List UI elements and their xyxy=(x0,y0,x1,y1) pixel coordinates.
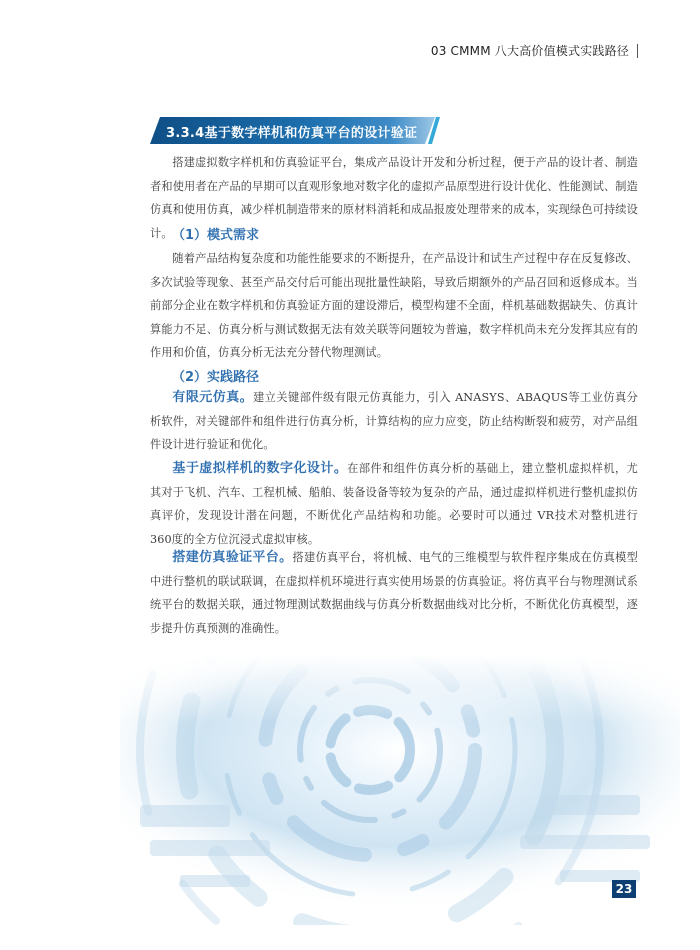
practice-item-simulation-platform xyxy=(150,546,638,640)
mode-demand-paragraph: 随着产品结构复杂度和功能性能要求的不断提升，在产品设计和试生产过程中存在反复修改、多次试验等现象、甚至产品交付后可能出现批量性缺陷，导致后期额外的产品召回和返修成本。当前部分企业在数字样机和仿真验证方面的建设滞后，模型构建不全面，样机基础数据缺失、仿真计算能力不足、仿真分析与测试数据无法有效关联等问题较为普遍，数字样机尚未充分发挥其应有的作用和价值，仿真分析无法充分替代物理测试。 xyxy=(150,252,638,359)
practice-item-fea xyxy=(150,386,638,457)
section-title: 3.3.4基于数字样机和仿真平台的设计验证 xyxy=(166,126,418,141)
practice-item-text: 在部件和组件仿真分析的基础上，建立整机虚拟样机，尤其对于飞机、汽车、工程机械、船舶、装备设备等较为复杂的产品，通过虚拟样机进行整机虚拟仿真评价，发现设计潜在问题，不断优化产品结构和功能。必要时可以通过 VR技术对整机进行 360度的全方位沉浸式虚拟审核。 xyxy=(150,462,638,546)
section-intro-paragraph: 搭建虚拟数字样机和仿真验证平台，集成产品设计开发和分析过程，便于产品的设计者、制造者和使用者在产品的早期可以直观形象地对数字化的虚拟产品原型进行设计优化、性能测试、制造仿真和使用仿真，减少样机制造带来的原材料消耗和成品报废处理带来的成本，实现绿色可持续设计。 xyxy=(150,156,638,240)
running-header: 03 CMMM 八大高价值模式实践路径 xyxy=(431,44,638,58)
practice-item-text: 建立关键部件级有限元仿真能力，引入 ANASYS、ABAQUS等工业仿真分析软件，对关键部件和组件进行仿真分析，计算结构的应力应变，防止结构断裂和疲劳，对产品组件设计进行验证和优化。 xyxy=(150,391,638,451)
practice-item-text: 搭建仿真平台，将机械、电气的三维模型与软件程序集成在仿真模型中进行整机的联试联调，在虚拟样机环境进行真实使用场景的仿真验证。将仿真平台与物理测试系统平台的数据关联，通过物理测试数据曲线与仿真分析数据曲线对比分析，不断优化仿真模型，逐步提升仿真预测的准确性。 xyxy=(150,551,638,635)
page-number-badge: 23 xyxy=(612,880,636,898)
tech-circle-graphic xyxy=(120,655,680,925)
practice-item-lead: 搭建仿真验证平台。 xyxy=(172,550,293,565)
practice-path-heading: （2）实践路径 xyxy=(172,370,260,385)
practice-item-lead: 基于虚拟样机的数字化设计。 xyxy=(172,461,348,476)
practice-item-virtual-prototype xyxy=(150,457,638,551)
mode-demand-heading: （1）模式需求 xyxy=(172,228,260,243)
practice-item-lead: 有限元仿真。 xyxy=(172,390,254,405)
